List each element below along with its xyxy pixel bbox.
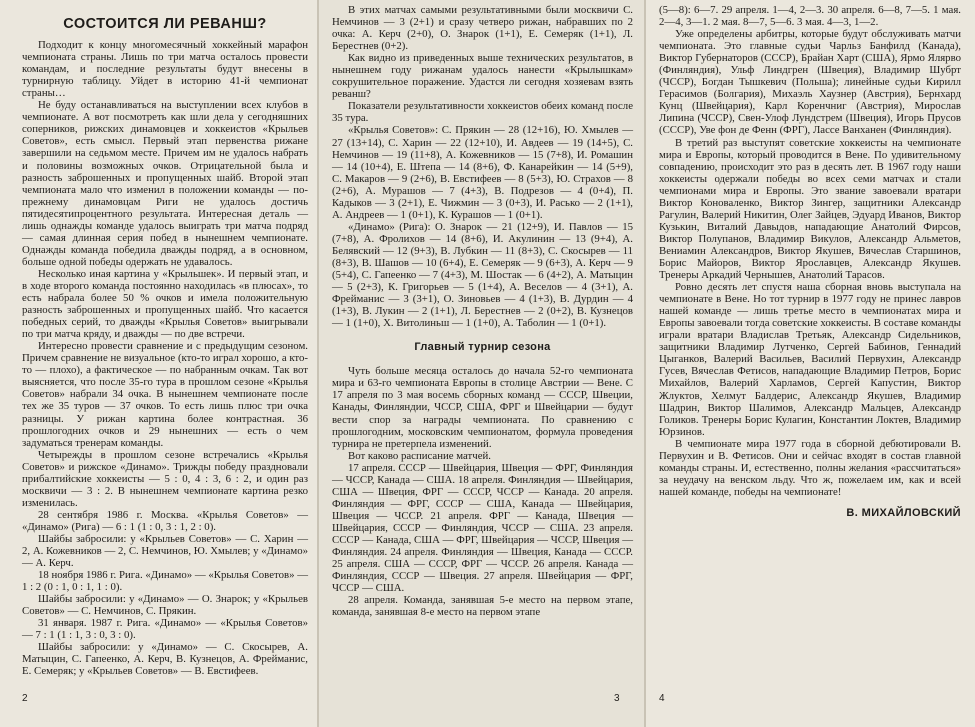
paragraph: 28 сентября 1986 г. Москва. «Крылья Советов» — «Динамо» (Рига) — 6 : 1 (1 : 0, 3 : 1, 2 : 0). (22, 508, 308, 533)
paragraph: Четырежды в прошлом сезоне встречались «Крылья Советов» и рижское «Динамо». Трижды победу праздновали прибалтийские хоккеисты — 5 : 0, 4 : 3, 6 : 2, и один раз москвичи — 3 : 2. В нынешнем чемпионате картина резко изменилась. (22, 448, 308, 509)
paragraph: Чуть больше месяца осталось до начала 52-го чемпионата мира и 63-го чемпионата Европы в столице Австрии — Вене. С 17 апреля по 3 мая восемь сборных команд — СССР, Швеции, Канады, Финляндии, ЧССР, США, ФРГ и Швейцарии — будут вести спор за награды чемпионата. По сравнению с прошлогодним, московским чемпионатом, формула проведения турнира не претерпела изменений. (332, 365, 633, 450)
paragraph: 31 января. 1987 г. Рига. «Динамо» — «Крылья Советов» — 7 : 1 (1 : 1, 3 : 0, 3 : 0). (22, 617, 308, 642)
paragraph: 17 апреля. СССР — Швейцария, Швеция — ФРГ, Финляндия — ЧССР, Канада — США. 18 апреля. Финляндия — Швейцария, США — Швеция, ФРГ — СССР, ЧССР — Канада. 20 апреля. Финляндия — ФРГ, СССР — США, Канада — Швейцария, Швеция — ЧССР. 21 апреля. ФРГ — Канада, Швеция — Швейцария, СССР — Финляндия, ЧССР — США. 23 апреля. СССР — Канада, США — ФРГ, Швейцария — ЧССР, Швеция — Финляндия. 24 апреля. Финляндия — Швеция, Канада — СССР. 25 апреля. США — СССР, ФРГ — ЧССР. 26 апреля. Канада — Финляндия, СССР — Швеция. 27 апреля. Швейцария — ФРГ, ЧССР — США. (332, 461, 633, 595)
section-title: Главный турнир сезона (414, 341, 551, 354)
paragraph: Подходит к концу многомесячный хоккейный марафон чемпионата страны. Лишь по три матча осталось провести командам, и последние результаты будут внесены в турнирную таблицу. Уйдет в историю 41-й чемпионат страны… (22, 39, 308, 100)
fold-line (317, 0, 319, 727)
paragraph: Показатели результативности хоккеистов обеих команд после 35 тура. (332, 100, 633, 125)
page-4 (645, 0, 975, 727)
paragraph: Не буду останавливаться на выступлении всех клубов в чемпионате. А вот посмотреть как шли дела у сегодняшних соперников, рижских динамовцев и хоккеистов «Крыльев Советов», есть смысл. Первый этап первенства рижане завершили на седьмом месте. Причем им не удалось набрать и половины возможных очков. Отрицательной была и разность заброшенных и пропущенных шайб. Второй этап чемпионата мало что изменил в положении команды — по-прежнему динамовцам Риги не удалось достичь пятидесятипроцентного результата. Интересная деталь — лишь однажды команде удалось выиграть три матча подряд — самая длинная серия побед в нынешнем чемпионате. Однажды команда победила дважды подряд, а в основном, больше одной победы одержать не удавалось. (22, 99, 308, 268)
paragraph: Шайбы забросили: у «Динамо» — О. Знарок; у «Крыльев Советов» — С. Немчинов, С. Прякин. (22, 593, 308, 618)
fold-line (644, 0, 646, 727)
paragraph: Вот каково расписание матчей. (348, 449, 491, 462)
paragraph: Как видно из приведенных выше технических результатов, в нынешнем году рижанам удалось нанести «Крылышкам» сокрушительное поражение. Удастся ли сегодня хозяевам взять реванш? (332, 52, 633, 101)
page-number: 2 (22, 692, 28, 704)
paragraph: 28 апреля. Команда, занявшая 5-е место на первом этапе, команда, занявшая 8-е место на первом этапе (332, 594, 633, 619)
paragraph: В третий раз выступят советские хоккеисты на чемпионате мира и Европы, который проводится в Вене. По удивительному совпадению, происходит это раз в десять лет. В 1967 году наши хоккеисты одержали победы во всех семи матчах и стали чемпионами мира и Европы. Это звание завоевали вратари Виктор Коноваленко, Виктор Зингер, защитники Александр Рагулин, Валерий Никитин, Олег Зайцев, Эдуард Иванов, Виктор Кузькин, Виталий Давыдов, нападающие Анатолий Фирсов, Виктор Полупанов, Владимир Викулов, Александр Альметов, Вениамин Александров, Виктор Якушев, Вячеслав Старшинов, Борис Майоров, Виктор Ярославцев, Александр Якушев. Тренеры Аркадий Чернышев, Анатолий Тарасов. (659, 136, 961, 282)
paragraph: Интересно провести сравнение и с предыдущим сезоном. Причем сравнение не визуальное (кто-то играл хорошо, а кто-то — плохо), а фактическое — по набранным очкам. Так вот выясняется, что после 35-го тура в прошлом сезоне «Крылья Советов» набрали 34 очка. В нынешнем чемпионате после тех же 35 туров — 37 очков. То есть лишь плюс три очка разницы. У рижан картина более контрастная. 36 прошлогодних очков и 29 нынешних — есть о чем задуматься тренерам команды. (22, 340, 308, 449)
author-signature: В. МИХАЙЛОВСКИЙ (846, 506, 961, 519)
paragraph: В чемпионате мира 1977 года в сборной дебютировали В. Первухин и В. Фетисов. Они и сейчас входят в состав главной команды страны. И, естественно, полны желания «рассчитаться» за неудачу на венском льду. Что ж, пожелаем им, как и всей нашей команде, победы на чемпионате! (659, 437, 961, 498)
paragraph: Уже определены арбитры, которые будут обслуживать матчи чемпионата. Это главные судьи Чарльз Банфилд (Канада), Виктор Губернаторов (СССР), Брайан Харт (США), Ярмо Ялярво (Финляндия), Ульф Линдгрен (Швеция), Владимир Шубрт (ЧССР), Богдан Тышкевич (Польша); линейные судьи Кирилл Герасимов (Болгария), Михаэль Хаузнер (Австрия), Бернхард Кунц (Швейцария), Карл Коренчниг (Австрия), Мирослав Липина (ЧССР), Свен-Улоф Лундстрем (Швеция), Игорь Прусов (СССР), Уве фон де Фенн (ФРГ), Лассе Ванханен (Финляндия). (659, 28, 961, 137)
page-3 (318, 0, 645, 727)
paragraph: Ровно десять лет спустя наша сборная вновь выступала на чемпионате в Вене. Но тот турнир в 1977 году не принес лавров нашей команде — лишь третье место в чемпионатах мира и Европы завоевали тогда советские хоккеисты. В составе команды играли вратари Владислав Третьяк, Александр Сидельников, защитники Владимир Лутченко, Сергей Бабинов, Геннадий Цыганков, Валерий Васильев, Василий Первухин, Александр Гусев, Вячеслав Фетисов, нападающие Владимир Петров, Борис Михайлов, Валерий Харламов, Сергей Капустин, Виктор Жлуктов, Хелмут Балдерис, Александр Якушев, Владимир Шадрин, Виктор Шалимов, Александр Мальцев, Александр Голиков. Тренеры Борис Кулагин, Константин Локтев, Владимир Юрзинов. (659, 281, 961, 438)
page-number: 3 (614, 692, 620, 704)
paragraph: В этих матчах самыми результативными были москвичи С. Немчинов — 3 (2+1) и сразу четверо рижан, набравших по 2 очка: А. Керч (2+0), О. Знарок (1+1), Е. Семеряк (1+1), Л. Берестнев (0+2). (332, 4, 633, 53)
paragraph: «Крылья Советов»: С. Прякин — 28 (12+16), Ю. Хмылев — 27 (13+14), С. Харин — 22 (12+10), И. Авдеев — 19 (14+5), С. Немчинов — 19 (11+8), А. Кожевников — 15 (7+8), И. Ромашин — 14 (10+4), Е. Штепа — 14 (8+6), Ф. Канарейкин — 14 (5+9), С. Макаров — 9 (2+6), В. Евстифеев — 8 (5+3), Ю. Страхов — 8 (2+6), А. Мурашов — 7 (4+3), В. Подрезов — 4 (0+4), П. Кадыков — 3 (2+1), Е. Чижмин — 3 (0+3), И. Расько — 2 (1+1), А. Андреев — 1 (0+1), К. Курашов — 1 (0+1). (332, 124, 633, 221)
paragraph: (5—8): 6—7. 29 апреля. 1—4, 2—3. 30 апреля. 6—8, 7—5. 1 мая. 2—4, 3—1. 2 мая. 8—7, 5—6. 3 мая. 4—3, 1—2. (659, 4, 961, 29)
page-number: 4 (659, 692, 665, 704)
paragraph: Шайбы забросили: у «Динамо» — С. Скосырев, А. Матыцин, С. Гапеенко, А. Керч, В. Кузнецов, А. Фрейманис, Е. Семеряк; у «Крыльев Советов» — В. Евстифеев. (22, 641, 308, 678)
paragraph: 18 ноября 1986 г. Рига. «Динамо» — «Крылья Советов» — 1 : 2 (0 : 1, 0 : 1, 1 : 0). (22, 569, 308, 594)
paragraph: «Динамо» (Рига): О. Знарок — 21 (12+9), И. Павлов — 15 (7+8), А. Фролихов — 14 (8+6), И. Акулинин — 13 (9+4), А. Белявский — 12 (9+3), В. Лубкин — 11 (8+3), С. Скосырев — 11 (8+3), В. Шашов — 10 (6+4), Е. Семеряк — 9 (6+3), А. Керч — 9 (5+4), С. Гапеенко — 7 (4+3), М. Шостак — 6 (4+2), А. Матыцин — 5 (2+3), К. Григорьев — 5 (1+4), А. Веселов — 4 (3+1), А. Фрейманис — 3 (3+1), О. Зиновьев — 4 (1+3), В. Дурдин — 4 (1+3), В. Лукин — 2 (1+1), Л. Берестнев — 2 (0+2), В. Кузнецов — 1 (1+0), Х. Витолиньш — 1 (1+0), А. Таболин — 1 (0+1). (332, 220, 633, 330)
paragraph: Несколько иная картина у «Крыльшек». И первый этап, и в ходе второго команда постоянно находилась «в плюсах», то есть набрала более 50 % очков и имела положительную разность заброшенных и пропущенных шайб. Что касается победных серий, то дважды «Крылья Советов» выигрывали по три матча кряду, и дважды — по две встречи. (22, 267, 308, 341)
page-2 (0, 0, 318, 727)
article-title: СОСТОИТСЯ ЛИ РЕВАНШ? (63, 16, 267, 32)
paragraph: Шайбы забросили: у «Крыльев Советов» — С. Харин — 2, А. Кожевников — 2, С. Немчинов, Ю. Хмылев; у «Динамо» — А. Керч. (22, 532, 308, 570)
